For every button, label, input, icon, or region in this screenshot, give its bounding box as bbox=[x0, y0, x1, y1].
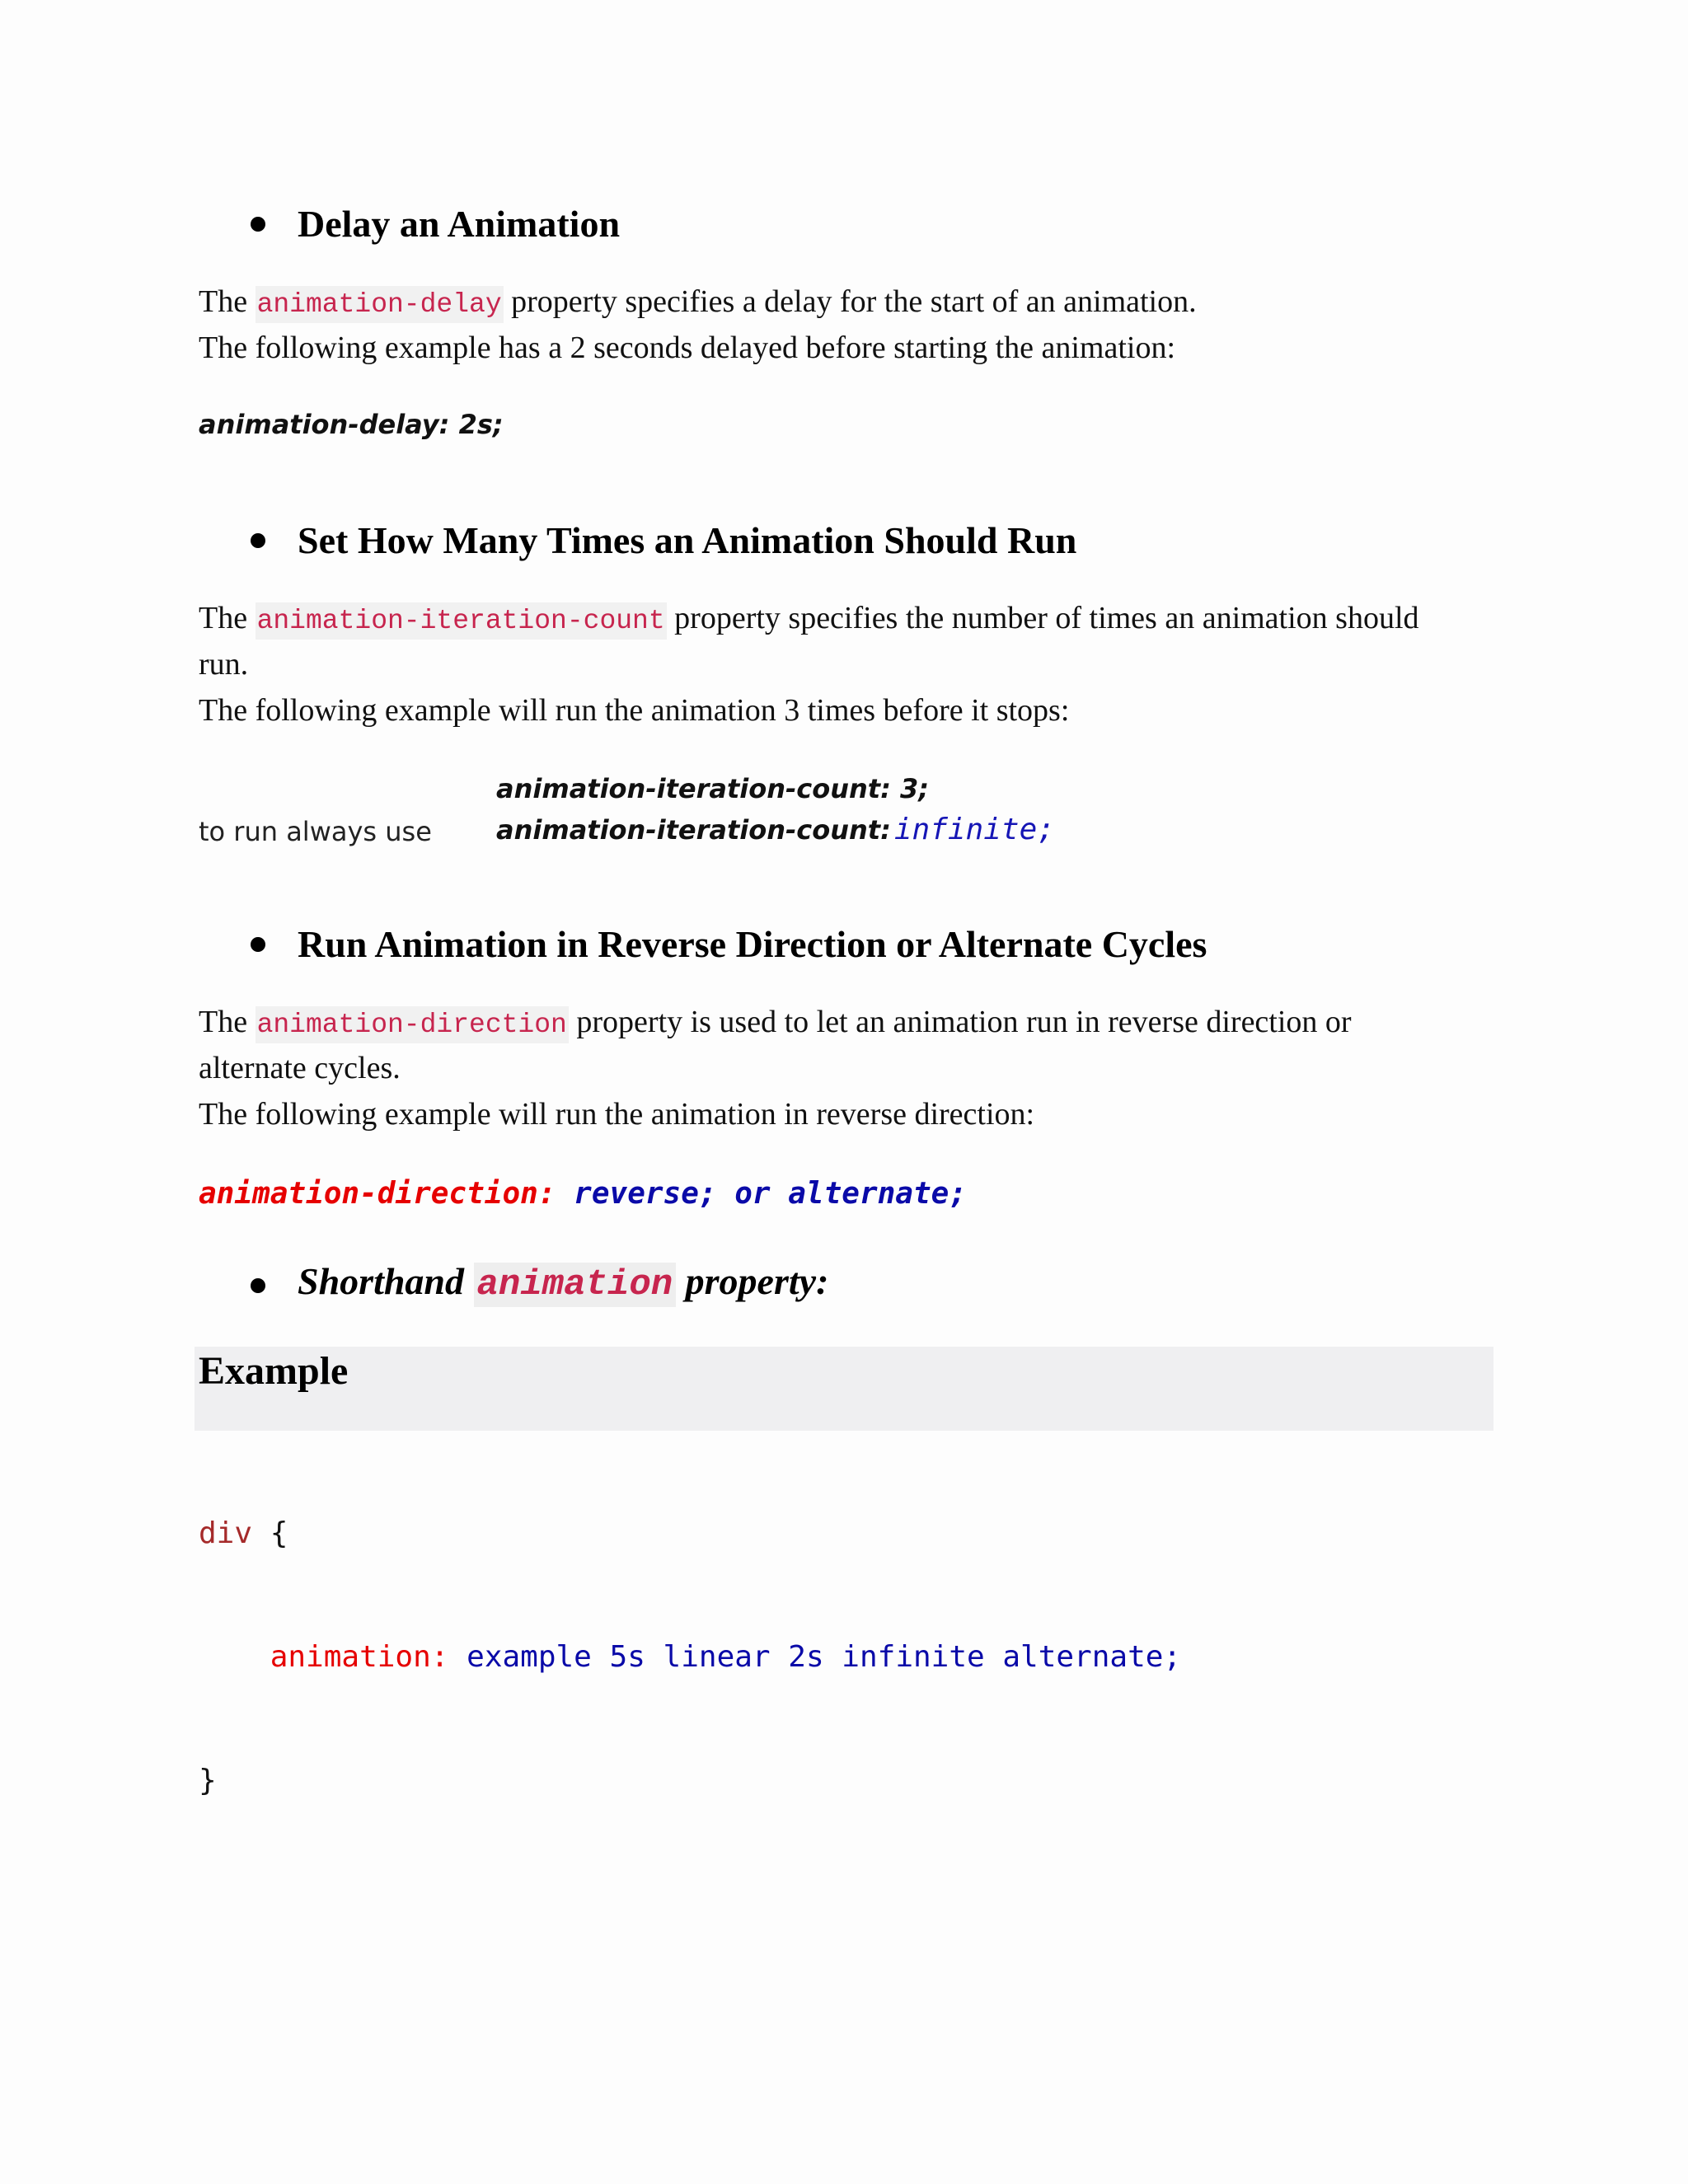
bullet-icon bbox=[251, 1278, 265, 1293]
iteration-text-post: property specifies the number of times an animation should bbox=[674, 601, 1419, 635]
shorthand-text-pre: Shorthand bbox=[298, 1260, 465, 1302]
inline-code-animation-iteration-count: animation-iteration-count bbox=[256, 602, 667, 640]
code-selector: div bbox=[199, 1516, 253, 1550]
iteration-example-2 bbox=[496, 813, 1055, 846]
delay-paragraph-line2: The following example has a 2 seconds delayed before starting the animation: bbox=[199, 330, 1176, 365]
code-line-1 bbox=[199, 1513, 1181, 1554]
direction-paragraph-wrap: alternate cycles. bbox=[199, 1051, 401, 1085]
bullet-icon bbox=[251, 937, 265, 952]
code-value: example 5s linear 2s infinite alternate; bbox=[467, 1640, 1182, 1674]
direction-text-pre: The bbox=[199, 1005, 248, 1039]
bullet-icon bbox=[251, 217, 265, 232]
direction-example-prop: animation-direction: bbox=[199, 1177, 556, 1211]
delay-example: animation-delay: 2s; bbox=[199, 409, 504, 440]
iteration-example-2-value: infinite; bbox=[893, 813, 1055, 846]
code-open-brace: { bbox=[270, 1516, 288, 1550]
code-block bbox=[199, 1431, 1181, 1884]
inline-code-animation: animation bbox=[474, 1263, 677, 1307]
iteration-paragraph-line2: The following example will run the animation 3 times before it stops: bbox=[199, 693, 1070, 728]
delay-text-pre: The bbox=[199, 284, 248, 319]
shorthand-text-post: property: bbox=[685, 1260, 829, 1302]
code-property: animation: bbox=[270, 1640, 449, 1674]
heading-delay: Delay an Animation bbox=[298, 203, 621, 245]
example-title: Example bbox=[199, 1349, 349, 1393]
direction-example-value: reverse; or alternate; bbox=[574, 1177, 967, 1211]
heading-shorthand bbox=[298, 1259, 828, 1305]
direction-paragraph-line2: The following example will run the animation in reverse direction: bbox=[199, 1097, 1035, 1132]
iteration-paragraph-wrap: run. bbox=[199, 647, 249, 682]
iteration-example-1: animation-iteration-count: 3; bbox=[496, 773, 930, 804]
direction-example bbox=[199, 1177, 967, 1211]
heading-iteration: Set How Many Times an Animation Should Run bbox=[298, 519, 1077, 561]
iteration-example-2-prop: animation-iteration-count: bbox=[496, 814, 891, 846]
direction-paragraph-line1 bbox=[199, 999, 1352, 1048]
iteration-paragraph-line1 bbox=[199, 595, 1419, 644]
code-close-brace: } bbox=[199, 1764, 217, 1797]
always-label: to run always use bbox=[199, 816, 432, 847]
inline-code-animation-delay: animation-delay bbox=[256, 286, 504, 323]
delay-text-post: property specifies a delay for the start of an animation. bbox=[511, 284, 1197, 319]
code-line-3 bbox=[199, 1760, 1181, 1802]
bullet-icon bbox=[251, 533, 265, 548]
iteration-text-pre: The bbox=[199, 601, 248, 635]
inline-code-animation-direction: animation-direction bbox=[256, 1006, 569, 1043]
delay-paragraph-line1 bbox=[199, 279, 1197, 328]
code-line-2 bbox=[199, 1637, 1181, 1678]
direction-text-post: property is used to let an animation run in reverse direction or bbox=[576, 1005, 1352, 1039]
heading-direction: Run Animation in Reverse Direction or Alternate Cycles bbox=[298, 923, 1207, 965]
example-header-box bbox=[195, 1347, 1493, 1431]
